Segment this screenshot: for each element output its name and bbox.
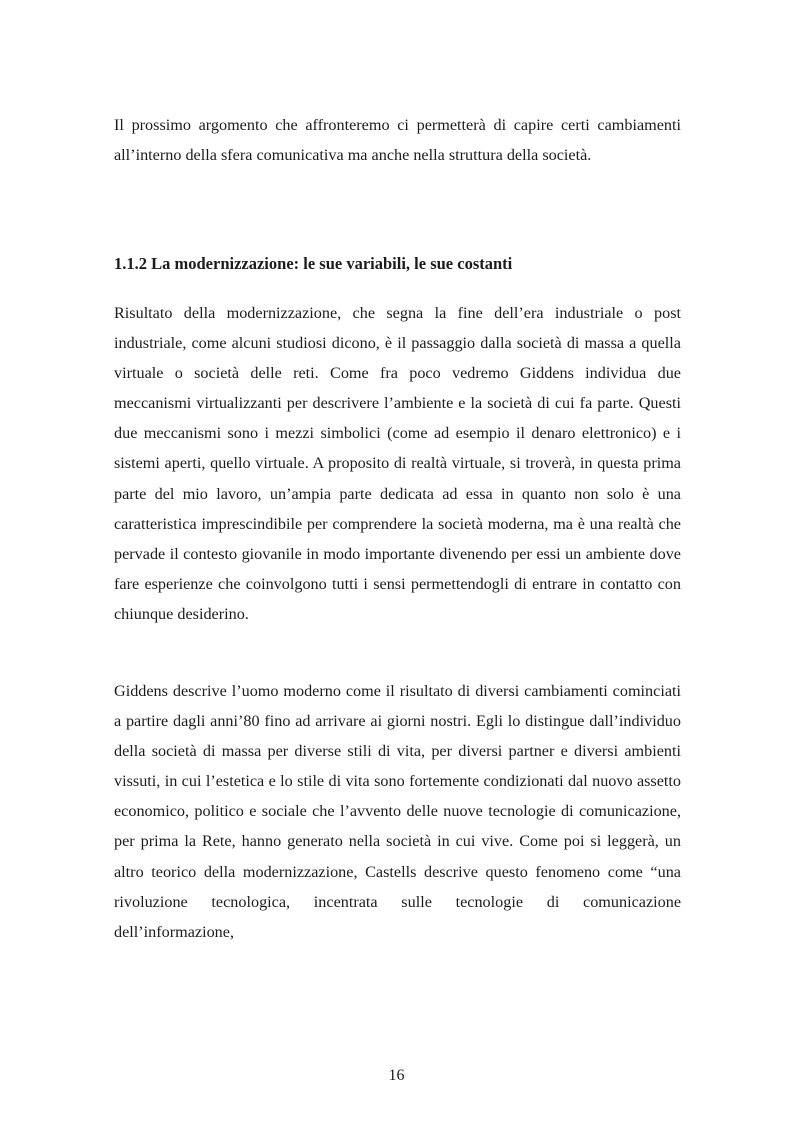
section-heading: 1.1.2 La modernizzazione: le sue variabili, le sue costanti	[114, 254, 513, 273]
body-paragraph-2: Giddens descrive l’uomo moderno come il risultato di diversi cambiamenti cominciati a partire dagli anni’80 fino ad arrivare ai giorni nostri. Egli lo distingue dall’individuo della società di massa per diverse stili di vita, per diversi partner e diversi ambienti vissuti, in cui l’estetica e lo stile di vita sono fortemente condizionati dal nuovo assetto economico, politico e sociale che l’avvento delle nuove tecnologie di comunicazione, per prima la Rete, hanno generato nella società in cui vive. Come poi si leggerà, un altro teorico della modernizzazione, Castells descrive questo fenomeno come “una rivoluzione tecnologica, incentrata sulle tecnologie di comunicazione dell’informazione,	[114, 682, 681, 941]
intro-paragraph: Il prossimo argomento che affronteremo ci permetterà di capire certi cambiamenti all’interno della sfera comunicativa ma anche nella struttura della società.	[114, 116, 681, 165]
page-number: 16	[388, 1067, 405, 1084]
body-paragraph-1: Risultato della modernizzazione, che segna la fine dell’era industriale o post industriale, come alcuni studiosi dicono, è il passaggio dalla società di massa a quella virtuale o società delle reti. Come fra poco vedremo Giddens individua due meccanismi virtualizzanti per descrivere l’ambiente e la società di cui fa parte. Questi due meccanismi sono i mezzi simbolici (come ad esempio il denaro elettronico) e i sistemi aperti, quello virtuale. A proposito di realtà virtuale, si troverà, in questa prima parte del mio lavoro, un’ampia parte dedicata ad essa in quanto non solo è una caratteristica imprescindibile per comprendere la società moderna, ma è una realtà che pervade il contesto giovanile in modo importante divenendo per essi un ambiente dove fare esperienze che coinvolgono tutti i sensi permettendogli di entrare in contatto con chiunque desiderino.	[114, 304, 681, 623]
